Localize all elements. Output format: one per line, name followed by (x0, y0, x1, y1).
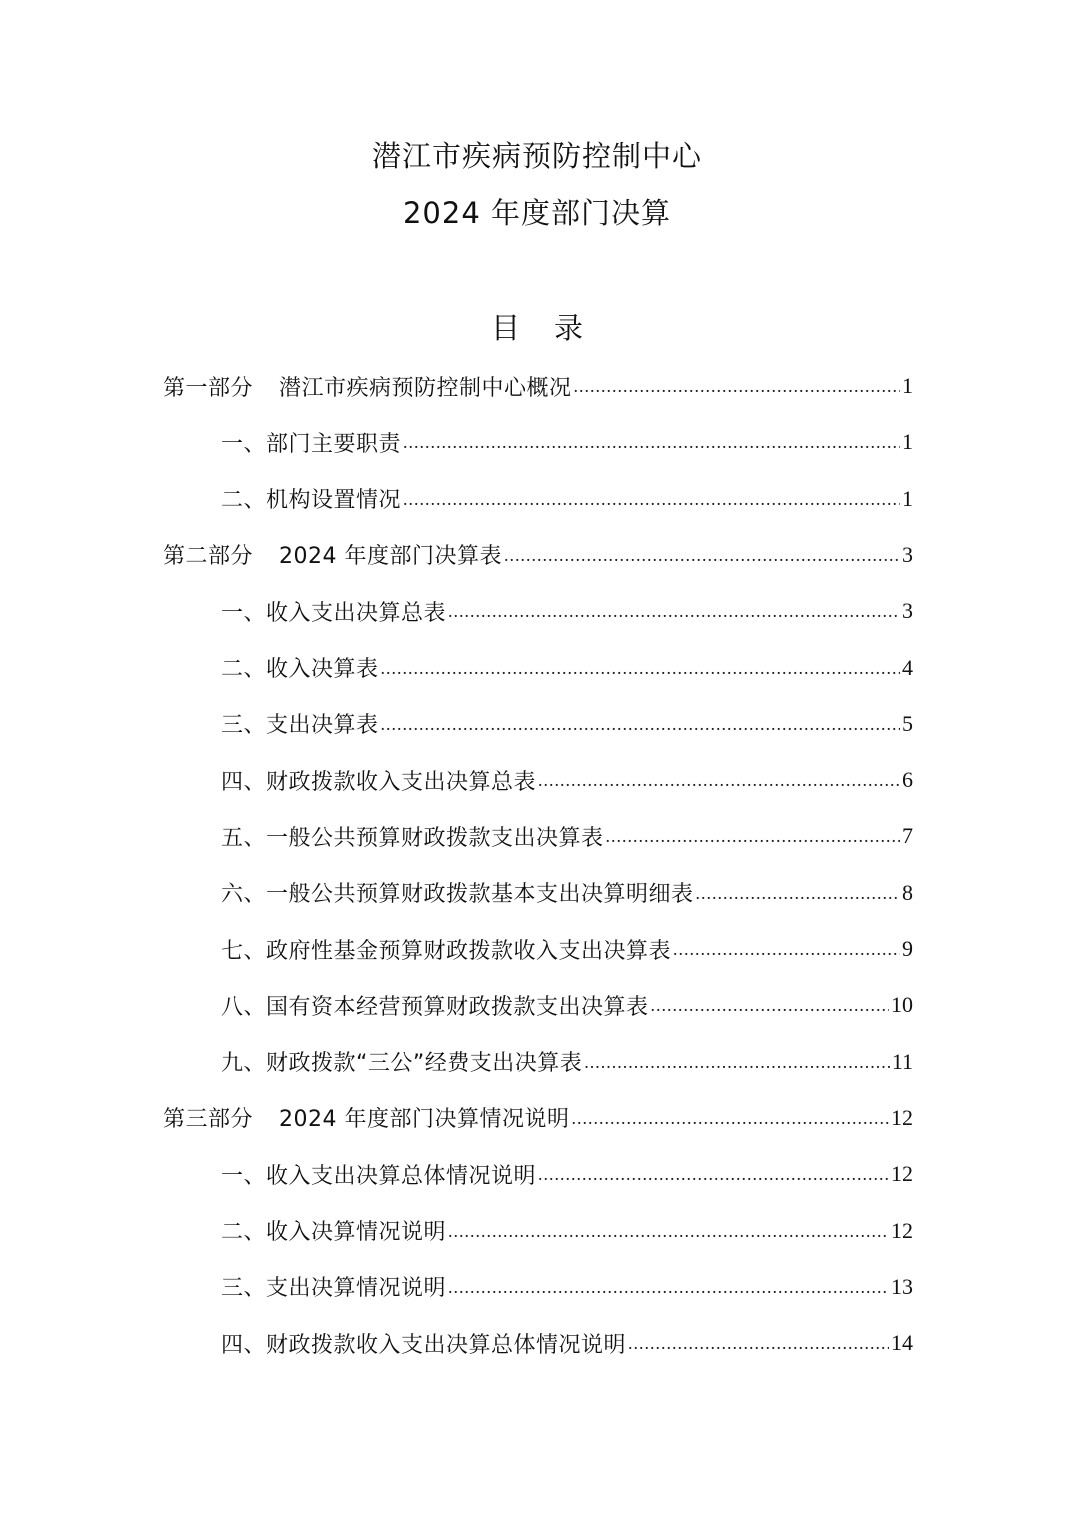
toc-entry-label (221, 1328, 626, 1359)
toc-section-entry[interactable] (221, 921, 913, 977)
toc-entry-title: 一、部门主要职责 (221, 431, 402, 457)
toc-page-number: 5 (902, 710, 913, 736)
toc-entry-title: 三、支出决算情况说明 (221, 1276, 447, 1302)
toc-entry-label (221, 990, 649, 1021)
dot-leader (381, 640, 900, 696)
dot-leader (696, 865, 900, 921)
toc-page-number: 7 (902, 823, 913, 849)
toc-entry-title: 潜江市疾病预防控制中心概况 (279, 375, 572, 401)
toc-entry-label (221, 821, 604, 852)
toc-entry-label (221, 596, 446, 627)
toc-section-entry[interactable] (221, 808, 913, 864)
toc-entry-title: 2024 年度部门决算表 (279, 544, 502, 570)
toc-page-number: 12 (891, 1217, 913, 1243)
toc-entry-label (221, 765, 536, 796)
toc-page-number: 12 (891, 1104, 913, 1130)
toc-entry-title: 二、机构设置情况 (221, 488, 402, 514)
toc-entry-title: 二、收入决算情况说明 (221, 1220, 447, 1245)
dot-leader (584, 1034, 890, 1090)
dot-leader (448, 1259, 889, 1315)
toc-entry-label (163, 1102, 570, 1133)
toc-entry-title: 七、政府性基金预算财政拨款收入支出决算表 (221, 938, 672, 964)
toc-part-label: 第一部分 (163, 375, 254, 401)
toc-entry-title: 五、一般公共预算财政拨款支出决算表 (221, 825, 604, 851)
toc-page-number: 13 (891, 1273, 913, 1299)
toc-entry-label (221, 934, 671, 965)
toc-entry-label (221, 1215, 446, 1246)
toc-section-entry[interactable] (221, 1146, 913, 1202)
toc-entry-label (221, 1159, 536, 1190)
toc-section-entry[interactable] (221, 977, 913, 1033)
toc-page-number: 3 (902, 541, 913, 567)
dot-leader (628, 1315, 889, 1371)
toc-entry-label (221, 708, 379, 739)
toc-entry-title: 九、财政拨款“三公”经费支出决算表 (221, 1051, 583, 1077)
dot-leader (673, 921, 900, 977)
toc-entry-label (221, 427, 401, 458)
toc-entry-label (221, 1046, 582, 1077)
toc-page-number: 6 (902, 767, 913, 793)
dot-leader (538, 752, 900, 808)
dot-leader (381, 696, 900, 752)
toc-part-label: 第二部分 (163, 544, 254, 570)
dot-leader (448, 583, 900, 639)
toc-entry-title: 2024 年度部门决算情况说明 (279, 1107, 570, 1133)
toc-part-entry[interactable] (163, 358, 913, 414)
toc-page-number: 11 (891, 1048, 913, 1074)
toc-heading: 目录 (490, 311, 617, 345)
toc-page-number: 8 (902, 879, 913, 905)
dot-leader (504, 527, 900, 583)
toc-entry-title: 八、国有资本经营预算财政拨款支出决算表 (221, 994, 649, 1020)
toc-section-entry[interactable] (221, 1203, 913, 1259)
toc-section-entry[interactable] (221, 752, 913, 808)
dot-leader (448, 1203, 889, 1259)
toc-section-entry[interactable] (221, 583, 913, 639)
toc-entry-label (221, 652, 379, 683)
dot-leader (574, 358, 900, 414)
toc-section-entry[interactable] (221, 1315, 913, 1371)
toc-page-number: 1 (902, 485, 913, 511)
toc-entry-title: 六、一般公共预算财政拨款基本支出决算明细表 (221, 882, 694, 908)
toc-entry-title: 一、收入支出决算总表 (221, 600, 447, 626)
toc-entry-label (221, 483, 401, 514)
dot-leader (572, 1090, 890, 1146)
dot-leader (403, 471, 900, 527)
dot-leader (538, 1146, 889, 1202)
dot-leader (403, 414, 900, 470)
toc-page-number: 4 (902, 654, 913, 680)
toc-page-number: 1 (902, 373, 913, 398)
toc-section-entry[interactable] (221, 696, 913, 752)
toc-section-entry[interactable] (221, 640, 913, 696)
toc-entry-label (221, 877, 694, 908)
toc-entry-title: 三、支出决算表 (221, 713, 379, 739)
toc-part-label: 第三部分 (163, 1107, 254, 1133)
toc-part-entry[interactable] (163, 527, 913, 583)
toc-entry-label (163, 371, 572, 402)
toc-entry-label (221, 1271, 446, 1302)
document-subtitle: 2024 年度部门决算 (402, 196, 672, 230)
toc-page-number: 9 (902, 936, 913, 961)
toc-entry-title: 二、收入决算表 (221, 657, 379, 682)
toc-section-entry[interactable] (221, 1259, 913, 1315)
toc-section-entry[interactable] (221, 865, 913, 921)
toc-page-number: 14 (891, 1330, 913, 1356)
toc-section-entry[interactable] (221, 1034, 913, 1090)
dot-leader (606, 808, 900, 864)
toc-entry-title: 四、财政拨款收入支出决算总表 (221, 769, 537, 795)
toc-page-number: 3 (902, 598, 913, 624)
dot-leader (651, 977, 889, 1033)
toc-part-entry[interactable] (163, 1090, 913, 1146)
toc-page-number: 10 (891, 992, 913, 1018)
toc-entry-title: 四、财政拨款收入支出决算总体情况说明 (221, 1332, 627, 1358)
toc-entry-label (163, 539, 502, 570)
toc-section-entry[interactable] (221, 471, 913, 527)
toc-entry-title: 一、收入支出决算总体情况说明 (221, 1163, 537, 1189)
document-title: 潜江市疾病预防控制中心 (371, 139, 702, 173)
toc-page-number: 12 (891, 1161, 913, 1187)
toc-section-entry[interactable] (221, 414, 913, 470)
toc-page-number: 1 (902, 429, 913, 455)
